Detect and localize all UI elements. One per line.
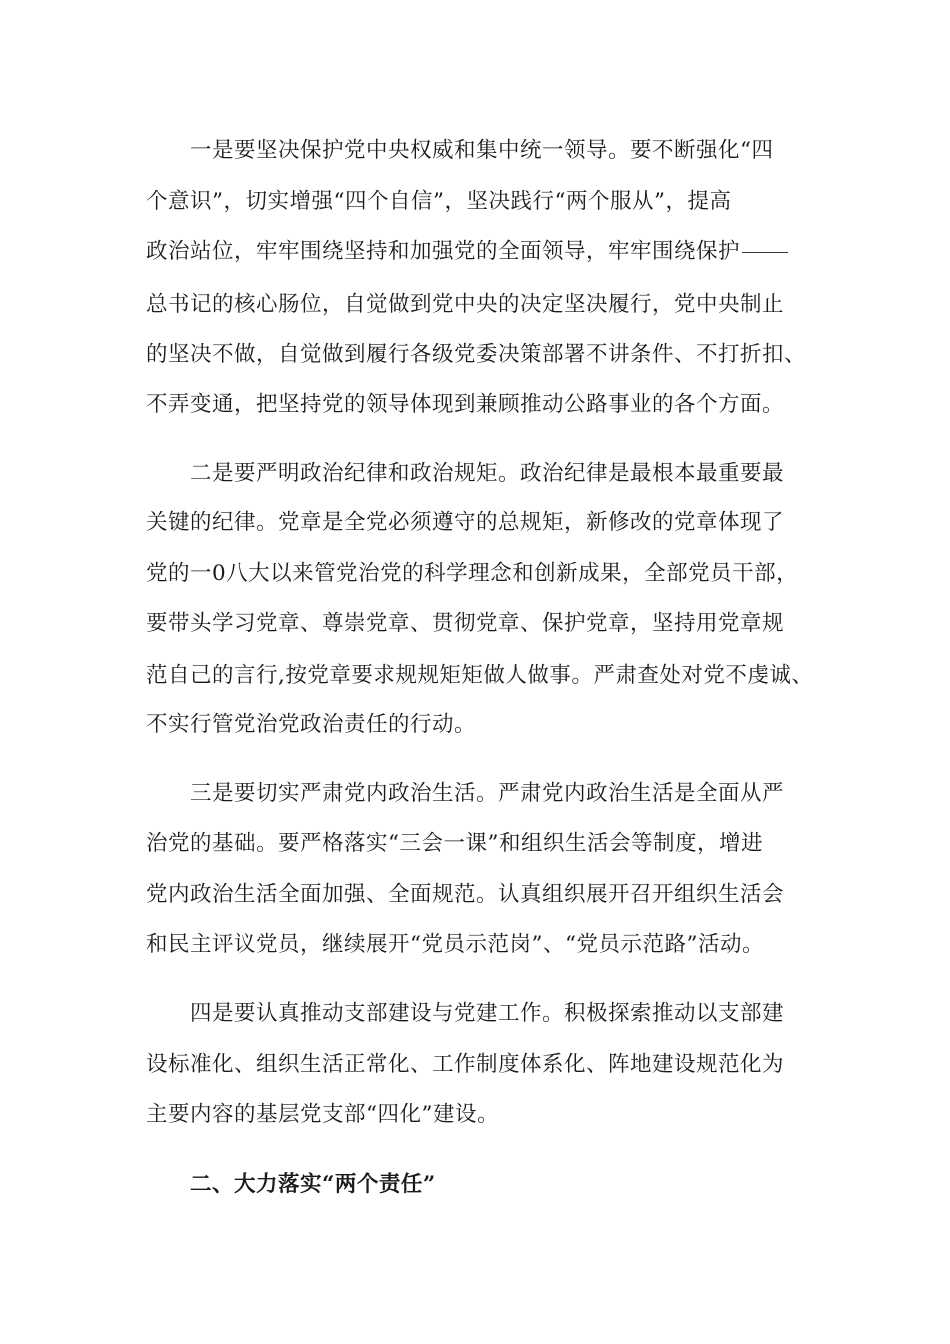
paragraph-3-line-2: 治党的基础。要严格落实“三会一课”和组织生活会等制度，增进 — [146, 831, 763, 856]
paragraph-2-line-3: 党的一0八大以来管党治党的科学理念和创新成果，全部党员干部， — [146, 561, 799, 586]
paragraph-3-line-4: 和民主评议党员，继续展开“党员示范岗”、“党员示范路”活动。 — [146, 932, 764, 957]
section-heading: 二、大力落实“两个责任” — [190, 1172, 436, 1197]
paragraph-2-line-4: 要带头学习党章、尊崇党章、贯彻党章、保护党章，坚持用党章规 — [146, 611, 785, 636]
paragraph-1-line-3-text: 政治站位，牢牢围绕坚持和加强党的全面领导，牢牢围绕保护 — [146, 239, 741, 264]
paragraph-1-line-1: 一是要坚决保护党中央权威和集中统一领导。要不断强化“四 — [190, 138, 774, 163]
paragraph-1-line-6: 不弄变通，把坚持党的领导体现到兼顾推动公路事业的各个方面。 — [146, 392, 785, 417]
paragraph-2-line-1: 二是要严明政治纪律和政治规矩。政治纪律是最根本最重要最 — [190, 461, 785, 486]
paragraph-4-line-2: 设标准化、组织生活正常化、工作制度体系化、阵地建设规范化为 — [146, 1052, 785, 1077]
paragraph-2-line-2: 关键的纪律。党章是全党必须遵守的总规矩，新修改的党章体现了 — [146, 510, 785, 535]
blank-underline — [742, 251, 788, 253]
paragraph-4-line-1: 四是要认真推动支部建设与党建工作。积极探索推动以支部建 — [190, 1001, 785, 1026]
paragraph-3-line-1: 三是要切实严肃党内政治生活。严肃党内政治生活是全面从严 — [190, 781, 785, 806]
paragraph-1-line-4: 总书记的核心肠位，自觉做到党中央的决定坚决履行，党中央制止 — [146, 292, 785, 317]
paragraph-1-line-2: 个意识”，切实增强“四个自信”，坚决践行“两个服从”，提高 — [146, 189, 732, 214]
paragraph-4-line-3: 主要内容的基层党支部“四化”建设。 — [146, 1102, 499, 1127]
paragraph-1-line-5: 的坚决不做，自觉做到履行各级党委决策部署不讲条件、不打折扣、 — [146, 342, 807, 367]
paragraph-3-line-3: 党内政治生活全面加强、全面规范。认真组织展开召开组织生活会 — [146, 882, 785, 907]
paragraph-2-line-5: 范自己的言行,按党章要求规规矩矩做人做事。严肃查处对党不虔诚、 — [146, 663, 814, 688]
paragraph-2-line-6: 不实行管党治党政治责任的行动。 — [146, 712, 477, 737]
paragraph-1-line-3 — [146, 237, 788, 267]
